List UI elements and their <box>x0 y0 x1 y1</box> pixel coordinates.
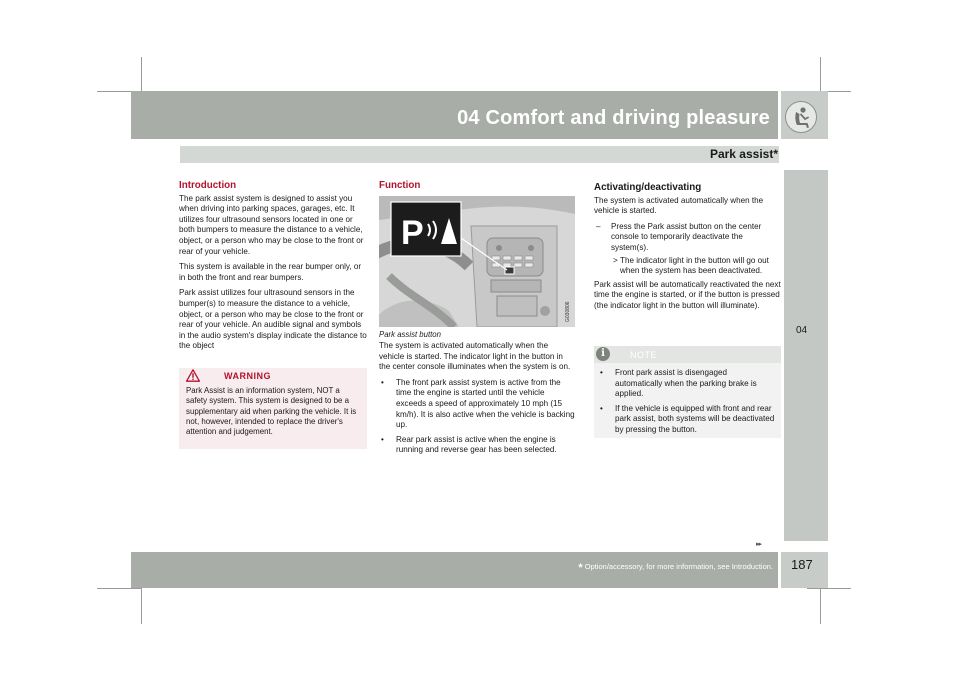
activating-intro: The system is activated automatically when the vehicle is started. <box>594 195 764 216</box>
page-number: 187 <box>791 557 813 572</box>
function-heading-wrap <box>379 181 575 194</box>
chapter-side-tab-label: 04 <box>796 325 808 336</box>
introduction-paragraph: The park assist system is designed to assist you when driving into parking spaces, garages, etc. It utilizes four ultrasound sensors located in one or both bumpers to measure the distance to a vehicle, object, or a person who may be close to the front or rear of your vehicle. <box>179 193 364 256</box>
warning-triangle-icon <box>186 369 200 382</box>
crop-mark <box>97 588 141 589</box>
function-intro: The system is activated automatically when the vehicle is started. The indicator light in the button in the center console illuminates when the system is on. <box>379 341 571 372</box>
park-assist-figure <box>379 196 575 327</box>
step-result <box>611 256 782 277</box>
continue-arrows: ▸▸ <box>756 541 762 548</box>
note-bullets <box>598 368 776 436</box>
activating-heading: Activating/deactivating <box>594 182 702 193</box>
introduction-heading: Introduction <box>179 180 237 191</box>
result-text: The indicator light in the button will go out when the system has been deactivated. <box>620 255 769 276</box>
activating-column <box>594 183 782 317</box>
function-column <box>379 341 575 460</box>
crop-mark <box>807 588 851 589</box>
note-content <box>598 368 776 440</box>
activating-after: Park assist will be automatically reactivated the next time the engine is started, or if the button is pressed (the indicator light in the button will illuminate). <box>594 279 781 310</box>
footnote-text: Option/accessory, for more information, see Introduction. <box>584 562 773 571</box>
result-marker: > <box>613 255 618 265</box>
function-bullets <box>379 378 575 456</box>
note-header <box>594 346 781 363</box>
warning-title: WARNING <box>224 371 271 381</box>
info-circle-icon: i <box>596 347 610 361</box>
activating-steps <box>594 222 782 277</box>
park-symbol-letter: P <box>401 214 424 252</box>
chapter-title: 04 Comfort and driving pleasure <box>457 107 770 129</box>
introduction-paragraph: This system is available in the rear bumper only, or in both the front and rear bumpers. <box>179 262 362 282</box>
section-title: Park assist* <box>709 147 778 161</box>
step-marker: – <box>596 221 601 231</box>
step-item <box>594 222 782 277</box>
list-item: • Rear park assist is active when the engine is running and reverse gear has been selected. <box>379 435 575 456</box>
footnote <box>578 562 773 574</box>
list-item: • Front park assist is disengaged automatically when the parking brake is applied. <box>598 368 776 400</box>
chapter-side-tab <box>784 170 828 541</box>
list-item: • If the vehicle is equipped with front and rear park assist, both systems will be deactivated by pressing the button. <box>598 404 776 436</box>
section-bar <box>180 146 779 163</box>
footnote-star: * <box>578 562 583 574</box>
figure-code: G030806 <box>565 301 571 322</box>
note-title: NOTE <box>630 350 658 360</box>
function-heading: Function <box>379 180 421 191</box>
step-text: Press the Park assist button on the center console to temporarily deactivate the system(s). <box>611 221 762 252</box>
introduction-column <box>179 181 368 357</box>
list-item: • The front park assist system is active from the time the engine is started until the vehicle exceeds a speed of approximately 10 mph (15 km/h). It is also active when the vehicle is backing up. <box>379 378 575 431</box>
passenger-seat-icon <box>785 101 817 133</box>
warning-text: Park Assist is an information system, NOT a safety system. This system is designed to be a supplementary aid when parking the vehicle. It is not, however, intended to replace the driver's attention and judgement. <box>186 386 357 437</box>
introduction-paragraph: Park assist utilizes four ultrasound sensors in the bumper(s) to measure the distance to a vehicle, object, or a person who may be close to the front or rear of your vehicle. An audible signal and symbols in the audio system's display indicate the distance to the object <box>179 288 367 351</box>
figure-caption: Park assist button <box>379 330 441 339</box>
